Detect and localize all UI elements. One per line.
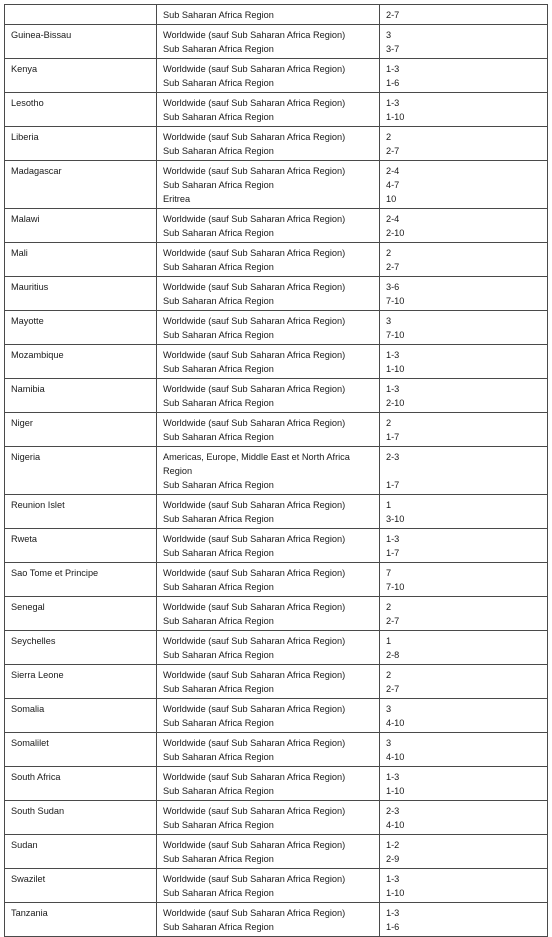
level-cell: [380, 699, 548, 733]
level-line: 2-10: [386, 228, 405, 238]
level-cell: [380, 59, 548, 93]
table-row: [5, 5, 548, 25]
level-cell: [380, 127, 548, 161]
level-line: 1-7: [386, 548, 400, 558]
region-line: Sub Saharan Africa Region: [163, 112, 274, 122]
region-cell: [157, 631, 380, 665]
region-line: Worldwide (sauf Sub Saharan Africa Region): [163, 166, 346, 176]
country-cell: [5, 5, 157, 25]
country-cell: Namibia: [5, 379, 157, 413]
level-line: 2: [386, 132, 392, 142]
country-cell: Reunion Islet: [5, 495, 157, 529]
table-row: [5, 903, 548, 937]
country-cell: Senegal: [5, 597, 157, 631]
region-cell: [157, 311, 380, 345]
level-cell: [380, 495, 548, 529]
country-cell: Tanzania: [5, 903, 157, 937]
table-row: [5, 345, 548, 379]
level-line: 1-7: [386, 432, 400, 442]
level-line: 2-10: [386, 398, 405, 408]
level-line: 2-7: [386, 616, 400, 626]
level-line: 7: [386, 568, 392, 578]
level-line: 3: [386, 30, 392, 40]
region-line: Worldwide (sauf Sub Saharan Africa Region): [163, 738, 346, 748]
level-cell: [380, 161, 548, 209]
level-cell: [380, 209, 548, 243]
region-cell: [157, 161, 380, 209]
region-cell: [157, 25, 380, 59]
region-cell: [157, 413, 380, 447]
table-row: [5, 59, 548, 93]
table-row: [5, 801, 548, 835]
region-line: Worldwide (sauf Sub Saharan Africa Region): [163, 704, 346, 714]
country-cell: Mauritius: [5, 277, 157, 311]
region-cell: [157, 277, 380, 311]
level-line: 2-7: [386, 684, 400, 694]
level-cell: [380, 379, 548, 413]
level-line: 1: [386, 500, 392, 510]
region-line: Worldwide (sauf Sub Saharan Africa Region): [163, 316, 346, 326]
region-line: Sub Saharan Africa Region: [163, 616, 274, 626]
region-line: Sub Saharan Africa Region: [163, 146, 274, 156]
region-cell: [157, 699, 380, 733]
region-line: Sub Saharan Africa Region: [163, 180, 274, 190]
region-line: Sub Saharan Africa Region: [163, 888, 274, 898]
level-line: 3: [386, 316, 392, 326]
table-row: [5, 277, 548, 311]
level-cell: [380, 733, 548, 767]
table-row: [5, 243, 548, 277]
level-line: 4-7: [386, 180, 400, 190]
country-cell: Swazilet: [5, 869, 157, 903]
region-line: Sub Saharan Africa Region: [163, 752, 274, 762]
level-cell: [380, 597, 548, 631]
region-line: Worldwide (sauf Sub Saharan Africa Region): [163, 840, 346, 850]
region-line: Worldwide (sauf Sub Saharan Africa Region): [163, 384, 346, 394]
level-line: 1-3: [386, 908, 400, 918]
country-cell: Liberia: [5, 127, 157, 161]
region-cell: [157, 869, 380, 903]
country-cell: Mali: [5, 243, 157, 277]
level-line: 2: [386, 248, 392, 258]
level-cell: [380, 903, 548, 937]
level-cell: [380, 801, 548, 835]
region-cell: [157, 529, 380, 563]
region-line: Sub Saharan Africa Region: [163, 582, 274, 592]
level-line: 1-10: [386, 888, 405, 898]
country-cell: Madagascar: [5, 161, 157, 209]
level-line: 4-10: [386, 820, 405, 830]
region-cell: [157, 127, 380, 161]
region-line: Worldwide (sauf Sub Saharan Africa Region): [163, 98, 346, 108]
level-line: 2: [386, 670, 392, 680]
table-row: [5, 495, 548, 529]
level-line: 1-3: [386, 772, 400, 782]
level-line: 1-3: [386, 874, 400, 884]
region-line: Sub Saharan Africa Region: [163, 330, 274, 340]
region-line: Sub Saharan Africa Region: [163, 548, 274, 558]
level-cell: [380, 277, 548, 311]
level-line: 1-3: [386, 98, 400, 108]
region-line: Eritrea: [163, 194, 191, 204]
level-line: 3-7: [386, 44, 400, 54]
table-row: [5, 665, 548, 699]
region-line: Sub Saharan Africa Region: [163, 364, 274, 374]
country-cell: Nigeria: [5, 447, 157, 495]
region-cell: [157, 379, 380, 413]
region-line: Worldwide (sauf Sub Saharan Africa Region): [163, 350, 346, 360]
region-line: Worldwide (sauf Sub Saharan Africa Region): [163, 534, 346, 544]
region-line: Sub Saharan Africa Region: [163, 228, 274, 238]
region-line: Sub Saharan Africa Region: [163, 44, 274, 54]
table-row: [5, 25, 548, 59]
level-line: 1-3: [386, 64, 400, 74]
region-line: Sub Saharan Africa Region: [163, 514, 274, 524]
level-line: 7-10: [386, 582, 405, 592]
level-line: 1-3: [386, 384, 400, 394]
level-line: 1-3: [386, 350, 400, 360]
region-line: Worldwide (sauf Sub Saharan Africa Region): [163, 64, 346, 74]
region-line: Worldwide (sauf Sub Saharan Africa Region): [163, 874, 346, 884]
region-line: Sub Saharan Africa Region: [163, 854, 274, 864]
level-line: 3-6: [386, 282, 400, 292]
country-cell: Sudan: [5, 835, 157, 869]
country-cell: Seychelles: [5, 631, 157, 665]
region-line: Sub Saharan Africa Region: [163, 398, 274, 408]
level-line: 2-4: [386, 214, 400, 224]
region-cell: [157, 733, 380, 767]
level-line: 2: [386, 602, 392, 612]
table-row: [5, 631, 548, 665]
region-line: Sub Saharan Africa Region: [163, 820, 274, 830]
table-row: [5, 529, 548, 563]
country-cell: Rweta: [5, 529, 157, 563]
level-line: 1-2: [386, 840, 400, 850]
region-line: Worldwide (sauf Sub Saharan Africa Region): [163, 30, 346, 40]
region-line: Sub Saharan Africa Region: [163, 432, 274, 442]
region-cell: [157, 903, 380, 937]
table-row: [5, 563, 548, 597]
region-cell: [157, 665, 380, 699]
country-cell: Sierra Leone: [5, 665, 157, 699]
table-row: [5, 379, 548, 413]
region-cell: [157, 597, 380, 631]
level-line: 3: [386, 704, 392, 714]
region-line: Sub Saharan Africa Region: [163, 296, 274, 306]
country-cell: Lesotho: [5, 93, 157, 127]
level-cell: [380, 243, 548, 277]
level-line: 2-7: [386, 146, 400, 156]
region-cell: [157, 345, 380, 379]
country-cell: Malawi: [5, 209, 157, 243]
region-cell: [157, 767, 380, 801]
level-line: 2-9: [386, 854, 400, 864]
table-row: [5, 161, 548, 209]
level-line: 2: [386, 418, 392, 428]
country-cell: Mozambique: [5, 345, 157, 379]
table-row: [5, 835, 548, 869]
country-cell: Sao Tome et Principe: [5, 563, 157, 597]
level-line: 2-3: [386, 806, 400, 816]
region-line: Worldwide (sauf Sub Saharan Africa Region): [163, 636, 346, 646]
table-row: [5, 311, 548, 345]
region-line: Worldwide (sauf Sub Saharan Africa Region): [163, 418, 346, 428]
level-cell: [380, 447, 548, 495]
level-line: 4-10: [386, 718, 405, 728]
level-line: 1-10: [386, 364, 405, 374]
region-line: Sub Saharan Africa Region: [163, 718, 274, 728]
level-line: 2-4: [386, 166, 400, 176]
region-line: Sub Saharan Africa Region: [163, 262, 274, 272]
level-cell: [380, 767, 548, 801]
table-row: [5, 127, 548, 161]
level-line: 1-3: [386, 534, 400, 544]
table-row: [5, 209, 548, 243]
level-cell: [380, 835, 548, 869]
region-cell: [157, 801, 380, 835]
region-line: Worldwide (sauf Sub Saharan Africa Region): [163, 132, 346, 142]
level-cell: [380, 413, 548, 447]
region-cell: [157, 495, 380, 529]
country-cell: South Africa: [5, 767, 157, 801]
country-cell: Somalia: [5, 699, 157, 733]
country-cell: South Sudan: [5, 801, 157, 835]
level-line: 1-10: [386, 112, 405, 122]
region-line: Sub Saharan Africa Region: [163, 922, 274, 932]
region-line: Worldwide (sauf Sub Saharan Africa Region): [163, 214, 346, 224]
level-line: 2-8: [386, 650, 400, 660]
level-cell: [380, 311, 548, 345]
table-row: [5, 413, 548, 447]
level-line: 7-10: [386, 296, 405, 306]
table-row: [5, 699, 548, 733]
region-cell: [157, 59, 380, 93]
level-line: 4-10: [386, 752, 405, 762]
level-line: 2-7: [386, 10, 400, 20]
level-line: [386, 464, 541, 478]
region-line: Worldwide (sauf Sub Saharan Africa Region): [163, 908, 346, 918]
region-cell: [157, 93, 380, 127]
level-cell: [380, 563, 548, 597]
table-row: [5, 869, 548, 903]
level-line: 3-10: [386, 514, 405, 524]
table-row: [5, 447, 548, 495]
table-row: [5, 93, 548, 127]
level-line: 1-7: [386, 480, 400, 490]
region-cell: [157, 243, 380, 277]
country-cell: Niger: [5, 413, 157, 447]
level-line: 3: [386, 738, 392, 748]
level-line: 1-10: [386, 786, 405, 796]
level-cell: [380, 5, 548, 25]
level-line: 2-7: [386, 262, 400, 272]
region-line: Worldwide (sauf Sub Saharan Africa Region): [163, 806, 346, 816]
region-line: Worldwide (sauf Sub Saharan Africa Region): [163, 670, 346, 680]
level-cell: [380, 25, 548, 59]
table-body: [5, 5, 548, 937]
level-line: 7-10: [386, 330, 405, 340]
level-cell: [380, 345, 548, 379]
region-line: Worldwide (sauf Sub Saharan Africa Region): [163, 602, 346, 612]
region-line: Americas, Europe, Middle East et North Africa Region: [163, 452, 350, 476]
level-cell: [380, 869, 548, 903]
country-cell: Kenya: [5, 59, 157, 93]
region-line: Sub Saharan Africa Region: [163, 78, 274, 88]
region-line: Sub Saharan Africa Region: [163, 684, 274, 694]
country-cell: Somalilet: [5, 733, 157, 767]
table-row: [5, 597, 548, 631]
table-row: [5, 733, 548, 767]
region-line: Sub Saharan Africa Region: [163, 480, 274, 490]
region-cell: [157, 209, 380, 243]
level-line: 1: [386, 636, 392, 646]
level-line: 1-6: [386, 922, 400, 932]
region-line: Worldwide (sauf Sub Saharan Africa Region): [163, 248, 346, 258]
level-cell: [380, 529, 548, 563]
region-cell: [157, 563, 380, 597]
level-line: 2-3: [386, 452, 400, 462]
level-cell: [380, 631, 548, 665]
region-line: Sub Saharan Africa Region: [163, 650, 274, 660]
advisory-table: [4, 4, 548, 937]
region-line: Worldwide (sauf Sub Saharan Africa Region): [163, 282, 346, 292]
region-line: Worldwide (sauf Sub Saharan Africa Region): [163, 568, 346, 578]
country-cell: Mayotte: [5, 311, 157, 345]
region-line: Sub Saharan Africa Region: [163, 786, 274, 796]
level-cell: [380, 665, 548, 699]
region-line: Sub Saharan Africa Region: [163, 10, 274, 20]
level-line: 10: [386, 194, 397, 204]
region-line: Worldwide (sauf Sub Saharan Africa Region): [163, 500, 346, 510]
region-line: Worldwide (sauf Sub Saharan Africa Region): [163, 772, 346, 782]
level-line: 1-6: [386, 78, 400, 88]
level-cell: [380, 93, 548, 127]
region-cell: [157, 835, 380, 869]
region-cell: [157, 447, 380, 495]
table-row: [5, 767, 548, 801]
country-cell: Guinea-Bissau: [5, 25, 157, 59]
region-cell: [157, 5, 380, 25]
